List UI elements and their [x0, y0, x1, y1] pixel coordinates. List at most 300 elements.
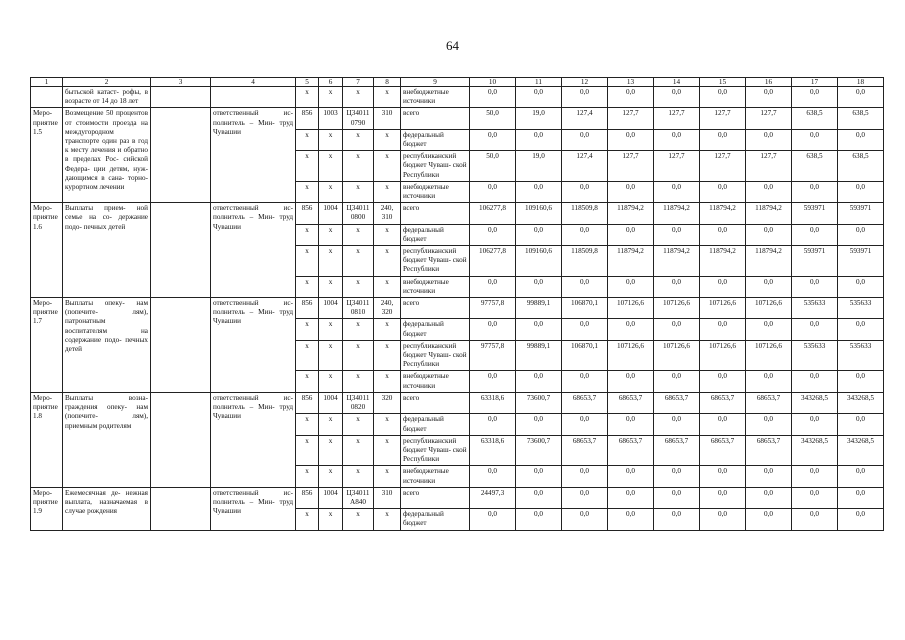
funding-source: внебюджетные источники [401, 371, 470, 392]
expense-type-code: х [374, 129, 401, 150]
activity-title: Выплаты возна- граждения опеку- нам (попечите- лям), приемным родителям [63, 392, 151, 487]
amount-cell: 0,0 [746, 487, 792, 508]
amount-cell: 107126,6 [700, 340, 746, 371]
column-number: 17 [792, 78, 838, 87]
funding-source: внебюджетные источники [401, 181, 470, 202]
amount-cell: 0,0 [792, 371, 838, 392]
expense-type-code: х [374, 414, 401, 435]
amount-cell: 593971 [792, 246, 838, 277]
amount-cell: 0,0 [470, 87, 516, 108]
expense-type-code: х [374, 466, 401, 487]
target-article-code: х [343, 319, 374, 340]
table-row [31, 87, 884, 108]
amount-cell: 107126,6 [700, 298, 746, 319]
amount-cell: 0,0 [792, 276, 838, 297]
section-code: х [319, 224, 343, 245]
expense-type-code: х [374, 319, 401, 340]
section-code: х [319, 509, 343, 530]
amount-cell: 0,0 [700, 509, 746, 530]
column-number: 13 [608, 78, 654, 87]
funding-source: федеральный бюджет [401, 319, 470, 340]
amount-cell: 68653,7 [654, 435, 700, 466]
amount-cell: 0,0 [608, 276, 654, 297]
amount-cell: 0,0 [516, 319, 562, 340]
expense-type-code: х [374, 276, 401, 297]
grbs-code: х [296, 276, 319, 297]
expense-type-code: х [374, 87, 401, 108]
amount-cell: 68653,7 [746, 435, 792, 466]
amount-cell: 0,0 [746, 509, 792, 530]
funding-source: всего [401, 298, 470, 319]
co-executor-cell [151, 108, 211, 203]
amount-cell: 0,0 [654, 319, 700, 340]
amount-cell: 0,0 [470, 509, 516, 530]
amount-cell: 109160,6 [516, 203, 562, 224]
amount-cell: 0,0 [700, 87, 746, 108]
amount-cell: 0,0 [608, 371, 654, 392]
expense-type-code: х [374, 224, 401, 245]
amount-cell: 127,7 [654, 108, 700, 129]
expense-type-code: х [374, 509, 401, 530]
section-code: 1004 [319, 487, 343, 508]
amount-cell: 0,0 [700, 129, 746, 150]
amount-cell: 0,0 [654, 224, 700, 245]
amount-cell: 68653,7 [562, 392, 608, 413]
grbs-code: х [296, 509, 319, 530]
amount-cell: 593971 [838, 246, 884, 277]
amount-cell: 97757,8 [470, 298, 516, 319]
amount-cell: 19,0 [516, 108, 562, 129]
target-article-code: х [343, 509, 374, 530]
amount-cell: 73600,7 [516, 435, 562, 466]
amount-cell: 0,0 [792, 129, 838, 150]
grbs-code: х [296, 466, 319, 487]
amount-cell: 99889,1 [516, 340, 562, 371]
amount-cell: 0,0 [746, 87, 792, 108]
amount-cell: 0,0 [516, 414, 562, 435]
table-header [31, 78, 884, 87]
amount-cell: 99889,1 [516, 298, 562, 319]
target-article-code: Ц34011 0790 [343, 108, 374, 129]
responsible-executor: ответственный ис- полнитель – Мин- труд Чувашии [211, 487, 296, 530]
expense-type-code: 310 [374, 487, 401, 508]
funding-source: республиканский бюджет Чуваш- ской Республики [401, 340, 470, 371]
funding-source: всего [401, 108, 470, 129]
amount-cell: 638,5 [838, 151, 884, 182]
amount-cell: 638,5 [792, 108, 838, 129]
amount-cell: 127,7 [608, 108, 654, 129]
activity-name: Меро- приятие 1.6 [31, 203, 63, 298]
funding-source: республиканский бюджет Чуваш- ской Республики [401, 246, 470, 277]
expense-type-code: 240, 320 [374, 298, 401, 319]
target-article-code: х [343, 151, 374, 182]
amount-cell: 0,0 [516, 87, 562, 108]
target-article-code: х [343, 466, 374, 487]
amount-cell: 0,0 [608, 414, 654, 435]
amount-cell: 0,0 [562, 466, 608, 487]
amount-cell: 638,5 [838, 108, 884, 129]
amount-cell: 118509,8 [562, 246, 608, 277]
grbs-code: х [296, 414, 319, 435]
amount-cell: 50,0 [470, 151, 516, 182]
expense-type-code: 310 [374, 108, 401, 129]
amount-cell: 68653,7 [700, 392, 746, 413]
grbs-code: 856 [296, 203, 319, 224]
amount-cell: 0,0 [470, 181, 516, 202]
amount-cell: 343268,5 [838, 392, 884, 413]
target-article-code: Ц34011 0820 [343, 392, 374, 413]
amount-cell: 97757,8 [470, 340, 516, 371]
amount-cell: 24497,3 [470, 487, 516, 508]
amount-cell: 343268,5 [792, 392, 838, 413]
amount-cell: 63318,6 [470, 392, 516, 413]
section-code: х [319, 129, 343, 150]
amount-cell: 0,0 [700, 224, 746, 245]
amount-cell: 107126,6 [746, 298, 792, 319]
amount-cell: 0,0 [562, 509, 608, 530]
amount-cell: 0,0 [746, 466, 792, 487]
amount-cell: 343268,5 [792, 435, 838, 466]
amount-cell: 0,0 [838, 487, 884, 508]
amount-cell: 0,0 [470, 224, 516, 245]
section-code: х [319, 181, 343, 202]
expense-type-code: х [374, 246, 401, 277]
grbs-code: х [296, 319, 319, 340]
target-article-code: х [343, 129, 374, 150]
amount-cell: 0,0 [470, 414, 516, 435]
amount-cell: 107126,6 [608, 340, 654, 371]
amount-cell: 0,0 [608, 129, 654, 150]
funding-source: всего [401, 392, 470, 413]
amount-cell: 0,0 [562, 276, 608, 297]
amount-cell: 118794,2 [654, 246, 700, 277]
amount-cell: 0,0 [562, 224, 608, 245]
column-number: 14 [654, 78, 700, 87]
amount-cell: 0,0 [700, 414, 746, 435]
column-number: 4 [211, 78, 296, 87]
amount-cell: 0,0 [746, 129, 792, 150]
grbs-code: х [296, 151, 319, 182]
amount-cell: 535633 [792, 298, 838, 319]
grbs-code: х [296, 340, 319, 371]
amount-cell: 0,0 [700, 487, 746, 508]
section-code: х [319, 371, 343, 392]
amount-cell: 0,0 [792, 181, 838, 202]
amount-cell: 0,0 [470, 129, 516, 150]
target-article-code: х [343, 435, 374, 466]
grbs-code: 856 [296, 392, 319, 413]
activity-title: Возмещение 50 процентов от стоимости проезда на междугородном транспорте один раз в год к месту лечения и обратно в пределах Рос- сийской Федера- ции детям, нуж- дающимся в сана- торно-курортном лечении [63, 108, 151, 203]
amount-cell: 0,0 [838, 224, 884, 245]
header-row [31, 78, 884, 87]
amount-cell: 535633 [838, 340, 884, 371]
amount-cell: 0,0 [516, 466, 562, 487]
amount-cell: 0,0 [516, 276, 562, 297]
amount-cell: 118794,2 [700, 203, 746, 224]
expense-type-code: 320 [374, 392, 401, 413]
amount-cell: 0,0 [516, 371, 562, 392]
funding-source: республиканский бюджет Чуваш- ской Республики [401, 151, 470, 182]
amount-cell: 19,0 [516, 151, 562, 182]
section-code: 1003 [319, 108, 343, 129]
amount-cell: 0,0 [700, 276, 746, 297]
amount-cell: 118794,2 [746, 246, 792, 277]
amount-cell: 127,7 [700, 108, 746, 129]
amount-cell: 0,0 [516, 181, 562, 202]
amount-cell: 0,0 [562, 129, 608, 150]
grbs-code: х [296, 224, 319, 245]
funding-source: республиканский бюджет Чуваш- ской Республики [401, 435, 470, 466]
amount-cell: 127,4 [562, 108, 608, 129]
amount-cell: 127,7 [654, 151, 700, 182]
amount-cell: 68653,7 [608, 392, 654, 413]
grbs-code: х [296, 246, 319, 277]
amount-cell: 0,0 [654, 276, 700, 297]
funding-source: федеральный бюджет [401, 224, 470, 245]
amount-cell: 0,0 [838, 371, 884, 392]
amount-cell: 127,4 [562, 151, 608, 182]
responsible-executor: ответственный ис- полнитель – Мин- труд Чувашии [211, 298, 296, 393]
target-article-code: Ц34011 А840 [343, 487, 374, 508]
amount-cell: 68653,7 [700, 435, 746, 466]
expense-type-code: х [374, 340, 401, 371]
target-article-code: х [343, 224, 374, 245]
amount-cell: 0,0 [608, 224, 654, 245]
amount-cell: 0,0 [838, 319, 884, 340]
column-number: 12 [562, 78, 608, 87]
amount-cell: 535633 [838, 298, 884, 319]
amount-cell: 535633 [792, 340, 838, 371]
amount-cell: 0,0 [516, 509, 562, 530]
activity-title: бытьской катаст- рофы, в возрасте от 14 до 18 лет [63, 87, 151, 108]
amount-cell: 106277,8 [470, 246, 516, 277]
activity-title: Выплаты опеку- нам (попечите- лям), патронатным воспитателям на содержание подо- печных детей [63, 298, 151, 393]
amount-cell: 106870,1 [562, 340, 608, 371]
column-number: 18 [838, 78, 884, 87]
co-executor-cell [151, 203, 211, 298]
amount-cell: 0,0 [470, 319, 516, 340]
amount-cell: 0,0 [562, 371, 608, 392]
amount-cell: 107126,6 [608, 298, 654, 319]
target-article-code: х [343, 276, 374, 297]
amount-cell: 118794,2 [608, 203, 654, 224]
table-body [31, 87, 884, 531]
grbs-code: х [296, 129, 319, 150]
section-code: х [319, 319, 343, 340]
activity-name: Меро- приятие 1.9 [31, 487, 63, 530]
amount-cell: 0,0 [700, 466, 746, 487]
column-number: 2 [63, 78, 151, 87]
amount-cell: 0,0 [792, 224, 838, 245]
amount-cell: 0,0 [838, 129, 884, 150]
funding-source: внебюджетные источники [401, 466, 470, 487]
amount-cell: 0,0 [516, 129, 562, 150]
activity-title: Выплаты прием- ной семье на со- держание подо- печных детей [63, 203, 151, 298]
amount-cell: 0,0 [470, 276, 516, 297]
amount-cell: 593971 [838, 203, 884, 224]
responsible-executor: ответственный ис- полнитель – Мин- труд Чувашии [211, 392, 296, 487]
amount-cell: 68653,7 [654, 392, 700, 413]
amount-cell: 0,0 [654, 509, 700, 530]
budget-table [30, 77, 884, 531]
amount-cell: 0,0 [746, 319, 792, 340]
activity-title: Ежемесячная де- нежная выплата, назначаемая в случае рождения [63, 487, 151, 530]
amount-cell: 127,7 [700, 151, 746, 182]
amount-cell: 118794,2 [746, 203, 792, 224]
amount-cell: 0,0 [608, 487, 654, 508]
amount-cell: 593971 [792, 203, 838, 224]
funding-source: федеральный бюджет [401, 414, 470, 435]
section-code: х [319, 414, 343, 435]
amount-cell: 638,5 [792, 151, 838, 182]
target-article-code: х [343, 181, 374, 202]
table-row [31, 298, 884, 319]
grbs-code: х [296, 87, 319, 108]
expense-type-code: х [374, 371, 401, 392]
grbs-code: 856 [296, 298, 319, 319]
amount-cell: 0,0 [608, 466, 654, 487]
amount-cell: 0,0 [654, 466, 700, 487]
amount-cell: 0,0 [746, 181, 792, 202]
amount-cell: 0,0 [608, 319, 654, 340]
amount-cell: 0,0 [654, 371, 700, 392]
section-code: х [319, 435, 343, 466]
page-number: 64 [446, 38, 459, 53]
amount-cell: 0,0 [700, 371, 746, 392]
activity-name [31, 87, 63, 108]
section-code: 1004 [319, 298, 343, 319]
amount-cell: 127,7 [746, 108, 792, 129]
target-article-code: Ц34011 0810 [343, 298, 374, 319]
grbs-code: х [296, 371, 319, 392]
amount-cell: 0,0 [838, 181, 884, 202]
funding-source: внебюджетные источники [401, 276, 470, 297]
column-number: 15 [700, 78, 746, 87]
section-code: 1004 [319, 392, 343, 413]
activity-name: Меро- приятие 1.5 [31, 108, 63, 203]
grbs-code: 856 [296, 108, 319, 129]
amount-cell: 0,0 [654, 181, 700, 202]
amount-cell: 0,0 [792, 87, 838, 108]
amount-cell: 0,0 [562, 87, 608, 108]
column-number: 6 [319, 78, 343, 87]
column-number: 1 [31, 78, 63, 87]
table-row [31, 108, 884, 129]
section-code: х [319, 466, 343, 487]
section-code: 1004 [319, 203, 343, 224]
section-code: х [319, 246, 343, 277]
funding-source: федеральный бюджет [401, 509, 470, 530]
target-article-code: х [343, 414, 374, 435]
amount-cell: 0,0 [562, 181, 608, 202]
co-executor-cell [151, 298, 211, 393]
amount-cell: 127,7 [608, 151, 654, 182]
section-code: х [319, 151, 343, 182]
table-row [31, 392, 884, 413]
amount-cell: 0,0 [838, 276, 884, 297]
amount-cell: 109160,6 [516, 246, 562, 277]
amount-cell: 107126,6 [654, 340, 700, 371]
amount-cell: 0,0 [516, 224, 562, 245]
column-number: 8 [374, 78, 401, 87]
amount-cell: 0,0 [470, 371, 516, 392]
funding-source: всего [401, 203, 470, 224]
amount-cell: 68653,7 [562, 435, 608, 466]
column-number: 10 [470, 78, 516, 87]
column-number: 3 [151, 78, 211, 87]
amount-cell: 0,0 [608, 87, 654, 108]
section-code: х [319, 340, 343, 371]
amount-cell: 0,0 [654, 487, 700, 508]
amount-cell: 118794,2 [700, 246, 746, 277]
amount-cell: 68653,7 [746, 392, 792, 413]
amount-cell: 0,0 [792, 509, 838, 530]
column-number: 7 [343, 78, 374, 87]
amount-cell: 73600,7 [516, 392, 562, 413]
amount-cell: 0,0 [792, 319, 838, 340]
amount-cell: 0,0 [838, 509, 884, 530]
expense-type-code: х [374, 151, 401, 182]
amount-cell: 0,0 [654, 414, 700, 435]
amount-cell: 0,0 [792, 487, 838, 508]
section-code: х [319, 87, 343, 108]
amount-cell: 0,0 [746, 371, 792, 392]
expense-type-code: 240, 310 [374, 203, 401, 224]
amount-cell: 0,0 [792, 414, 838, 435]
grbs-code: х [296, 181, 319, 202]
column-number: 9 [401, 78, 470, 87]
table-row [31, 487, 884, 508]
amount-cell: 0,0 [654, 129, 700, 150]
amount-cell: 0,0 [838, 87, 884, 108]
column-number: 16 [746, 78, 792, 87]
target-article-code: х [343, 246, 374, 277]
co-executor-cell [151, 392, 211, 487]
target-article-code: х [343, 340, 374, 371]
amount-cell: 0,0 [746, 276, 792, 297]
amount-cell: 107126,6 [654, 298, 700, 319]
section-code: х [319, 276, 343, 297]
amount-cell: 63318,6 [470, 435, 516, 466]
budget-table-container [30, 77, 883, 531]
amount-cell: 343268,5 [838, 435, 884, 466]
amount-cell: 0,0 [700, 319, 746, 340]
amount-cell: 0,0 [562, 487, 608, 508]
target-article-code: х [343, 371, 374, 392]
amount-cell: 0,0 [562, 414, 608, 435]
column-number: 5 [296, 78, 319, 87]
amount-cell: 0,0 [746, 224, 792, 245]
amount-cell: 107126,6 [746, 340, 792, 371]
amount-cell: 0,0 [516, 487, 562, 508]
funding-source: внебюджетные источники [401, 87, 470, 108]
amount-cell: 50,0 [470, 108, 516, 129]
responsible-executor [211, 87, 296, 108]
amount-cell: 0,0 [654, 87, 700, 108]
amount-cell: 0,0 [608, 181, 654, 202]
target-article-code: х [343, 87, 374, 108]
amount-cell: 0,0 [838, 466, 884, 487]
responsible-executor: ответственный ис- полнитель – Мин- труд Чувашии [211, 203, 296, 298]
responsible-executor: ответственный ис- полнитель – Мин- труд Чувашии [211, 108, 296, 203]
amount-cell: 0,0 [746, 414, 792, 435]
amount-cell: 0,0 [700, 181, 746, 202]
amount-cell: 0,0 [608, 509, 654, 530]
amount-cell: 0,0 [838, 414, 884, 435]
co-executor-cell [151, 487, 211, 530]
expense-type-code: х [374, 435, 401, 466]
funding-source: всего [401, 487, 470, 508]
